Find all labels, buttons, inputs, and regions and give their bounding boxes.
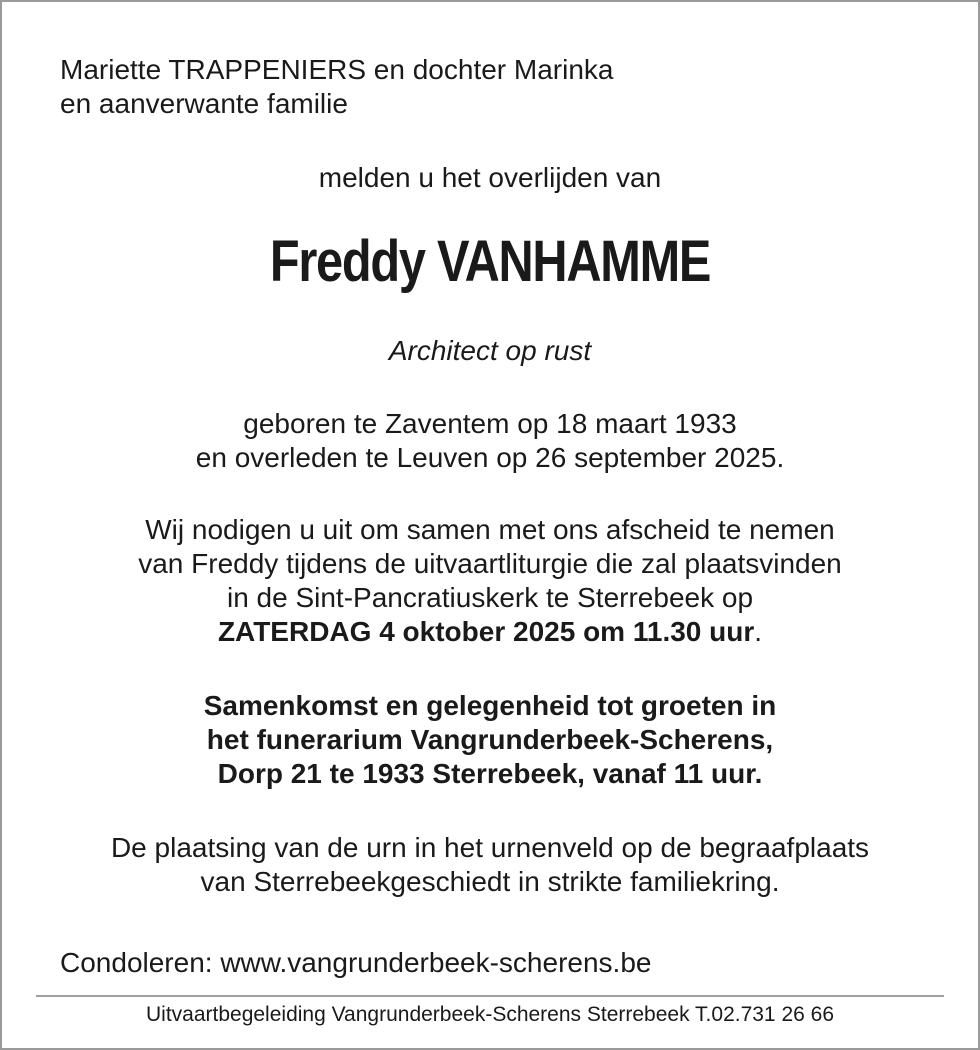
gathering-line-3: Dorp 21 te 1933 Sterrebeek, vanaf 11 uur. xyxy=(217,758,763,789)
announcers xyxy=(60,53,940,121)
deceased-name-block xyxy=(0,229,980,295)
gathering-line-2: het funerarium Vangrunderbeek-Scherens, xyxy=(206,724,774,755)
invitation-line-1: Wij nodigen u uit om samen met ons afscheid te nemen xyxy=(145,514,835,545)
urn-placement xyxy=(0,831,980,899)
announcers-line-2: en aanverwante familie xyxy=(60,88,348,119)
footer-text: Uitvaartbegeleiding Vangrunderbeek-Scherens Sterrebeek T.02.731 26 66 xyxy=(145,1003,835,1026)
condolences-text: Condoleren: www.vangrunderbeek-scherens.be xyxy=(60,947,652,978)
invitation-line-2: van Freddy tijdens de uitvaartliturgie die zal plaatsvinden xyxy=(138,548,842,579)
life-dates xyxy=(0,407,980,475)
funeral-date-time: ZATERDAG 4 oktober 2025 om 11.30 uur xyxy=(217,616,755,647)
deceased-title-block xyxy=(0,334,980,368)
intro xyxy=(0,161,980,195)
announcers-line-1: Mariette TRAPPENIERS en dochter Marinka xyxy=(60,54,614,85)
condolences xyxy=(60,946,940,980)
invitation-line-3: in de Sint-Pancratiuskerk te Sterrebeek op xyxy=(226,582,754,613)
gathering xyxy=(0,689,980,791)
deceased-title: Architect op rust xyxy=(388,335,592,366)
invitation-date-line xyxy=(0,615,980,649)
gathering-line-1: Samenkomst en gelegenheid tot groeten in xyxy=(203,690,777,721)
funeral-date-suffix: . xyxy=(754,616,763,647)
urn-line-1: De plaatsing van de urn in het urnenveld op de begraafplaats xyxy=(110,832,870,863)
invitation xyxy=(0,513,980,649)
deceased-name: Freddy VANHAMME xyxy=(269,229,711,294)
urn-line-2: van Sterrebeekgeschiedt in strikte familiekring. xyxy=(200,866,780,897)
death-line: en overleden te Leuven op 26 september 2025. xyxy=(195,442,785,473)
intro-text: melden u het overlijden van xyxy=(318,162,662,193)
birth-line: geboren te Zaventem op 18 maart 1933 xyxy=(243,408,737,439)
footer-divider xyxy=(36,995,944,997)
